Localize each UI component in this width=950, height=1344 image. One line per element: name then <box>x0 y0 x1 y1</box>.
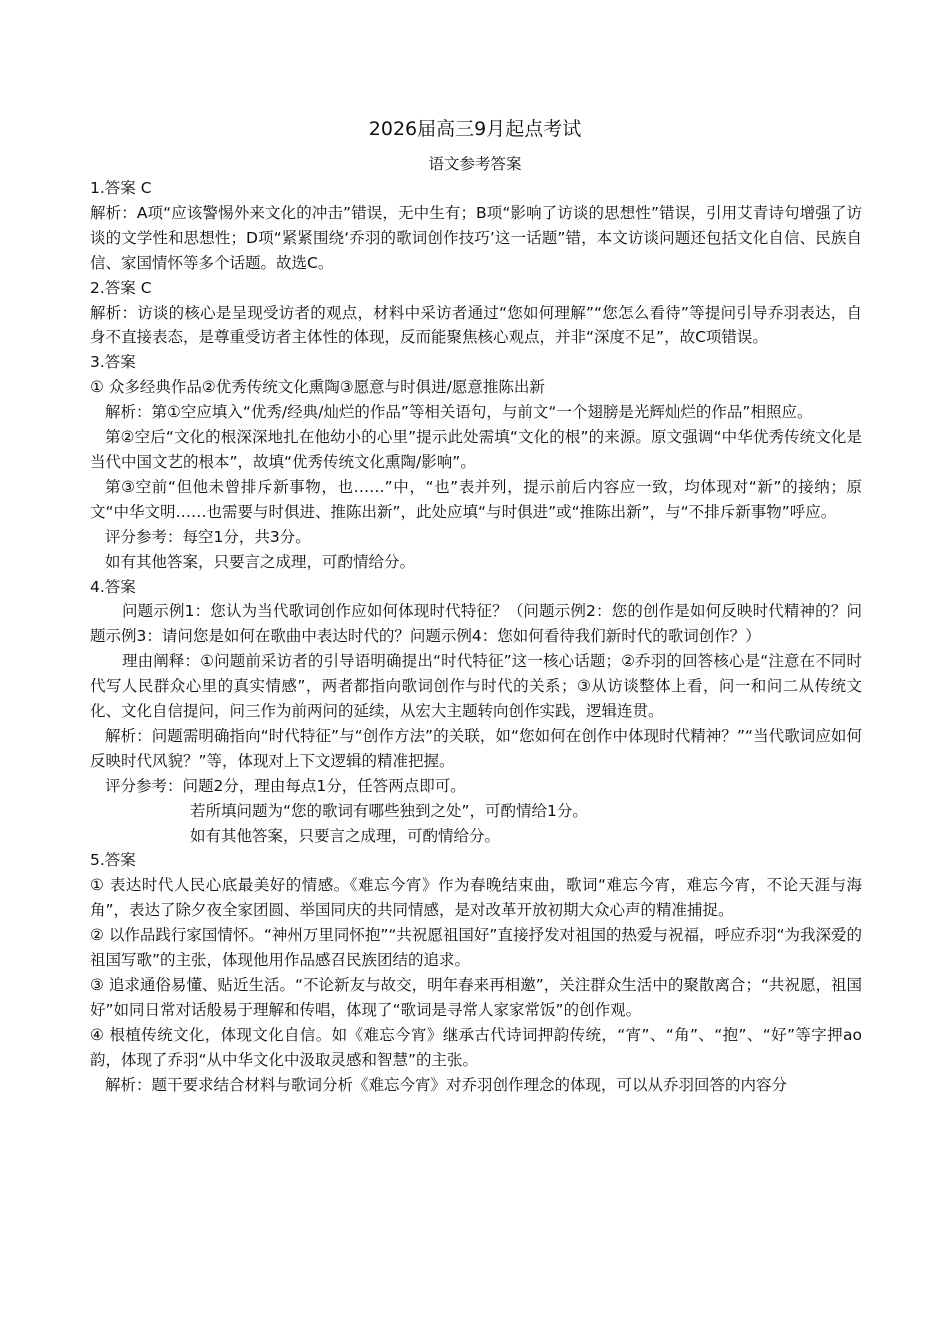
q4-reason: 理由阐释：①问题前采访者的引导语明确提出“时代特征”这一核心话题；②乔羽的回答核心是“注意在不同时代写人民群众心里的真实情感”，两者都指向歌词创作与时代的关系；③从访谈整体上看，问一和问二从传统文化、文化自信提问，问三作为前两问的延续，从宏大主题转向创作实践，逻辑连贯。 <box>90 652 862 721</box>
page-subtitle: 语文参考答案 <box>428 155 522 173</box>
q3-analysis-2: 第②空后“文化的根深深地扎在他幼小的心里”提示此处需填“文化的根”的来源。原文强调“中华优秀传统文化是当代中国文艺的根本”，故填“优秀传统文化熏陶/影响”。 <box>90 428 862 471</box>
q1-answer: 1.答案 C <box>90 179 152 197</box>
q5-analysis: 解析：题干要求结合材料与歌词分析《难忘今宵》对乔羽创作理念的体现，可以从乔羽回答的内容分 <box>105 1075 788 1094</box>
q3-analysis-1: 解析：第①空应填入“优秀/经典/灿烂的作品”等相关语句，与前文“一个翅膀是光辉灿烂的作品”相照应。 <box>105 403 813 422</box>
q2-analysis: 解析：访谈的核心是呈现受访者的观点，材料中采访者通过“您如何理解”“您怎么看待”等提问引导乔羽表达，自身不直接表态，是尊重受访者主体性的体现，反而能聚焦核心观点，并非“深度不足”，故C项错误。 <box>90 303 862 347</box>
q2-answer: 2.答案 C <box>90 278 152 297</box>
q3-other: 如有其他答案，只要言之成理，可酌情给分。 <box>105 552 416 571</box>
q3-analysis-3: 第③空前“但他未曾排斥新事物，也……”中，“也”表并列，提示前后内容应一致，均体现对“新”的接纳；原文“中华文明……也需要与时俱进、推陈出新”，此处应填“与时俱进”或“推陈出新”，与“不排斥新事物”呼应。 <box>90 477 862 521</box>
q5-point-2: ② 以作品践行家国情怀。“神州万里同怀抱”“共祝愿祖国好”直接抒发对祖国的热爱与祝福，呼应乔羽“为我深爱的祖国写歌”的主张，体现他用作品感召民族团结的追求。 <box>90 926 862 970</box>
q4-analysis: 解析：问题需明确指向“时代特征”与“创作方法”的关联，如“您如何在创作中体现时代精神？”“当代歌词应如何反映时代风貌？”等，体现对上下文逻辑的精准把握。 <box>90 726 862 770</box>
q5-answer: 5.答案 <box>90 851 136 870</box>
q4-examples: 问题示例1：您认为当代歌词创作应如何体现时代特征？（问题示例2：您的创作是如何反映时代精神的？问题示例3：请问您是如何在歌曲中表达时代的？问题示例4：您如何看待我们新时代的歌词创作？） <box>90 602 862 646</box>
answer-content <box>90 176 862 1098</box>
q3-score: 评分参考：每空1分，共3分。 <box>105 527 311 546</box>
q4-score: 评分参考：问题2分，理由每点1分，任答两点即可。 <box>105 776 466 795</box>
q4-score-3: 如有其他答案，只要言之成理，可酌情给分。 <box>190 826 501 845</box>
q4-answer: 4.答案 <box>90 577 136 596</box>
q3-points: ① 众多经典作品②优秀传统文化熏陶③愿意与时俱进/愿意推陈出新 <box>90 378 545 397</box>
q5-point-1: ① 表达时代人民心底最美好的情感。《难忘今宵》作为春晚结束曲，歌词“难忘今宵，难忘今宵，不论天涯与海角”，表达了除夕夜全家团圆、举国同庆的共同情感，是对改革开放初期大众心声的精准捕捉。 <box>90 876 862 920</box>
page-title: 2026届高三9月起点考试 <box>368 118 582 140</box>
q5-point-3: ③ 追求通俗易懂、贴近生活。“不论新友与故交，明年春来再相邀”，关注群众生活中的聚散离合；“共祝愿，祖国好”如同日常对话般易于理解和传唱，体现了“歌词是寻常人家家常饭”的创作观。 <box>90 976 862 1019</box>
q5-point-4: ④ 根植传统文化，体现文化自信。如《难忘今宵》继承古代诗词押韵传统，“宵”、“角”、“抱”、“好”等字押ao韵，体现了乔羽“从中华文化中汲取灵感和智慧”的主张。 <box>90 1025 862 1069</box>
q4-score-2: 若所填问题为“您的歌词有哪些独到之处”，可酌情给1分。 <box>190 801 588 820</box>
q3-answer: 3.答案 <box>90 353 136 372</box>
q1-analysis: 解析：A项“应该警惕外来文化的冲击”错误，无中生有；B项“影响了访谈的思想性”错误，引用艾青诗句增强了访谈的文学性和思想性；D项“紧紧围绕‘乔羽的歌词创作技巧’这一话题”错，本文访谈问题还包括文化自信、民族自信、家国情怀等多个话题。故选C。 <box>90 203 862 272</box>
